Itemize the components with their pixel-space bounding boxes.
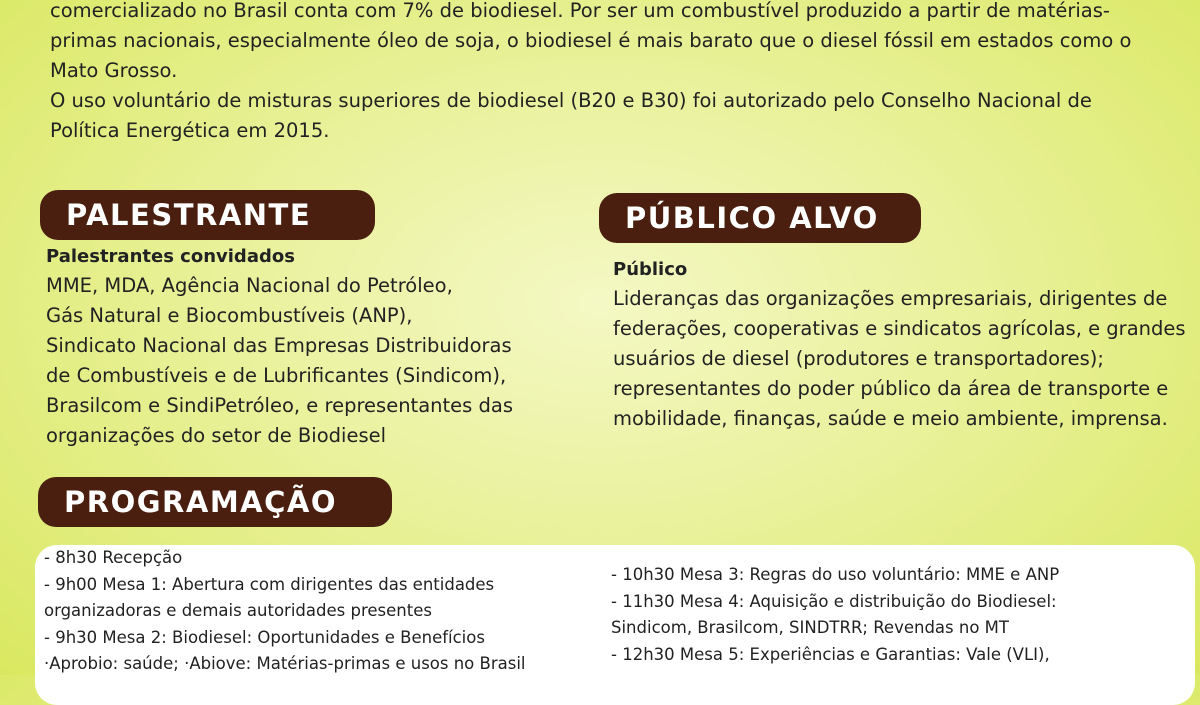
program-item: - 8h30 Recepção bbox=[44, 548, 183, 567]
publico-line: federações, cooperativas e sindicatos agrícolas, e grandes bbox=[613, 317, 1186, 340]
intro-line: O uso voluntário de misturas superiores de biodiesel (B20 e B30) foi autorizado pelo Conselho Nacional de bbox=[50, 89, 1092, 112]
palestrante-line: Gás Natural e Biocombustíveis (ANP), bbox=[46, 304, 413, 327]
program-item: ·Aprobio: saúde; ·Abiove: Matérias-primas e usos no Brasil bbox=[44, 654, 526, 673]
intro-line: Política Energética em 2015. bbox=[50, 119, 330, 142]
palestrante-subtitle: Palestrantes convidados bbox=[46, 246, 295, 267]
palestrante-line: Sindicato Nacional das Empresas Distribuidoras bbox=[46, 334, 512, 357]
program-item: - 11h30 Mesa 4: Aquisição e distribuição do Biodiesel: bbox=[611, 591, 1057, 611]
intro-line: Mato Grosso. bbox=[50, 59, 178, 82]
publico-heading: PÚBLICO ALVO bbox=[599, 193, 921, 243]
program-item: Sindicom, Brasilcom, SINDTRR; Revendas no MT bbox=[611, 618, 1009, 637]
program-left-column bbox=[44, 545, 604, 678]
publico-subtitle: Público bbox=[613, 259, 688, 280]
intro-paragraph bbox=[50, 0, 1170, 146]
program-item: - 9h00 Mesa 1: Abertura com dirigentes das entidades bbox=[44, 574, 495, 594]
publico-line: mobilidade, finanças, saúde e meio ambiente, imprensa. bbox=[613, 407, 1168, 430]
palestrante-line: Brasilcom e SindiPetróleo, e representantes das bbox=[46, 394, 514, 417]
publico-body bbox=[613, 284, 1193, 434]
programacao-heading: PROGRAMAÇÃO bbox=[38, 477, 392, 527]
palestrante-line: de Combustíveis e de Lubrificantes (Sindicom), bbox=[46, 364, 507, 387]
palestrante-body bbox=[46, 271, 586, 451]
intro-line: comercializado no Brasil conta com 7% de biodiesel. Por ser um combustível produzido a partir de matérias- bbox=[50, 0, 1110, 22]
palestrante-line: MME, MDA, Agência Nacional do Petróleo, bbox=[46, 274, 453, 297]
publico-line: usuários de diesel (produtores e transportadores); bbox=[613, 347, 1104, 370]
palestrante-heading: PALESTRANTE bbox=[40, 190, 375, 240]
intro-line: primas nacionais, especialmente óleo de soja, o biodiesel é mais barato que o diesel fóssil em estados como o bbox=[50, 29, 1132, 52]
program-item: - 12h30 Mesa 5: Experiências e Garantias: Vale (VLI), bbox=[611, 644, 1050, 664]
palestrante-line: organizações do setor de Biodiesel bbox=[46, 424, 387, 447]
program-item: organizadoras e demais autoridades presentes bbox=[44, 601, 432, 620]
program-item: - 9h30 Mesa 2: Biodiesel: Oportunidades e Benefícios bbox=[44, 627, 485, 647]
program-right-column bbox=[611, 562, 1191, 668]
publico-line: Lideranças das organizações empresariais, dirigentes de bbox=[613, 287, 1168, 310]
program-item: - 10h30 Mesa 3: Regras do uso voluntário: MME e ANP bbox=[611, 565, 1060, 584]
publico-line: representantes do poder público da área de transporte e bbox=[613, 377, 1169, 400]
